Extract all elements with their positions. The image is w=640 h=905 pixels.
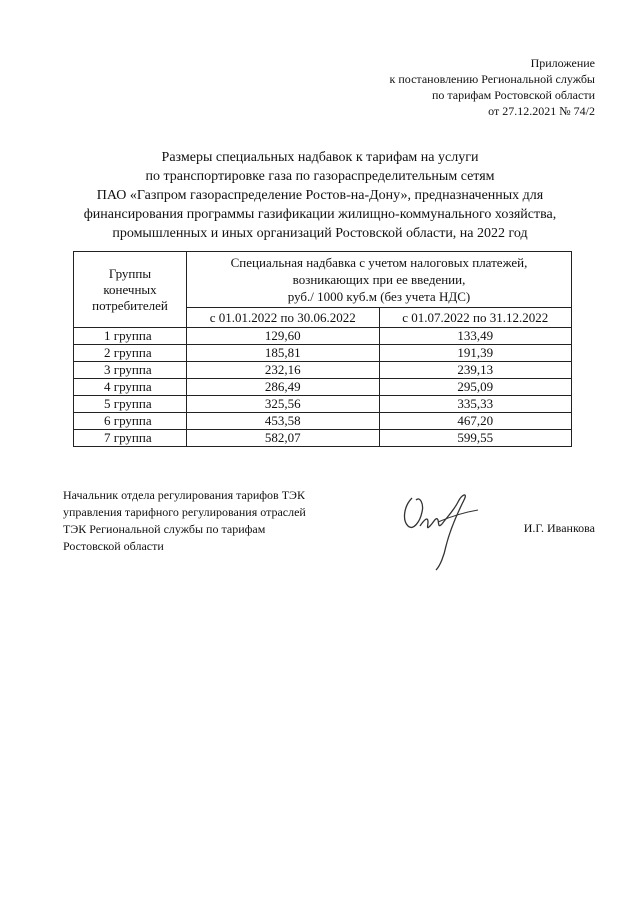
- period-header-h2: с 01.07.2022 по 31.12.2022: [379, 308, 572, 328]
- position-line: управления тарифного регулирования отраслей: [63, 505, 306, 519]
- table-row: [74, 328, 572, 345]
- value-cell: 286,49: [187, 379, 380, 396]
- groups-header: Группы конечных потребителей: [74, 252, 187, 328]
- position-line: Начальник отдела регулирования тарифов ТЭК: [63, 488, 305, 502]
- group-cell: 7 группа: [74, 430, 187, 447]
- signer-name: И.Г. Иванкова: [523, 521, 595, 535]
- table-row: [74, 413, 572, 430]
- appendix-line: к постановлению Региональной службы: [389, 72, 595, 86]
- title-line: Размеры специальных надбавок к тарифам на услуги: [161, 150, 479, 165]
- appendix-block: [275, 55, 595, 119]
- table-row: [74, 345, 572, 362]
- title-line: ПАО «Газпром газораспределение Ростов-на-Дону», предназначенных для: [96, 188, 544, 203]
- value-cell: 191,39: [379, 345, 572, 362]
- appendix-line: по тарифам Ростовской области: [431, 88, 595, 102]
- group-cell: 4 группа: [74, 379, 187, 396]
- appendix-line: от 27.12.2021 № 74/2: [488, 104, 595, 118]
- value-cell: 453,58: [187, 413, 380, 430]
- title-line: финансирования программы газификации жилищно-коммунального хозяйства,: [83, 207, 557, 222]
- position-line: ТЭК Региональной службы по тарифам: [63, 522, 266, 536]
- group-cell: 6 группа: [74, 413, 187, 430]
- appendix-line: Приложение: [530, 56, 595, 70]
- group-cell: 5 группа: [74, 396, 187, 413]
- handwritten-signature: [398, 486, 494, 576]
- value-cell: 599,55: [379, 430, 572, 447]
- table-row: [74, 430, 572, 447]
- signatory-position: [63, 487, 383, 555]
- surcharge-table: [73, 251, 572, 447]
- document-title: [40, 148, 600, 243]
- title-line: по транспортировке газа по газораспределительным сетям: [145, 169, 495, 184]
- position-line: Ростовской области: [63, 539, 164, 553]
- group-cell: 3 группа: [74, 362, 187, 379]
- period-header-h1: с 01.01.2022 по 30.06.2022: [187, 308, 380, 328]
- table-row: [74, 379, 572, 396]
- group-cell: 1 группа: [74, 328, 187, 345]
- value-cell: 239,13: [379, 362, 572, 379]
- value-cell: 185,81: [187, 345, 380, 362]
- table-row: [74, 362, 572, 379]
- value-cell: 295,09: [379, 379, 572, 396]
- value-cell: 582,07: [187, 430, 380, 447]
- table-row: [74, 396, 572, 413]
- value-cell: 335,33: [379, 396, 572, 413]
- value-cell: 129,60: [187, 328, 380, 345]
- value-cell: 232,16: [187, 362, 380, 379]
- surcharge-header: Специальная надбавка с учетом налоговых платежей, возникающих при ее введении, руб./ 1000 куб.м (без учета НДС): [187, 252, 572, 308]
- value-cell: 467,20: [379, 413, 572, 430]
- value-cell: 325,56: [187, 396, 380, 413]
- group-cell: 2 группа: [74, 345, 187, 362]
- value-cell: 133,49: [379, 328, 572, 345]
- title-line: промышленных и иных организаций Ростовской области, на 2022 год: [112, 226, 528, 241]
